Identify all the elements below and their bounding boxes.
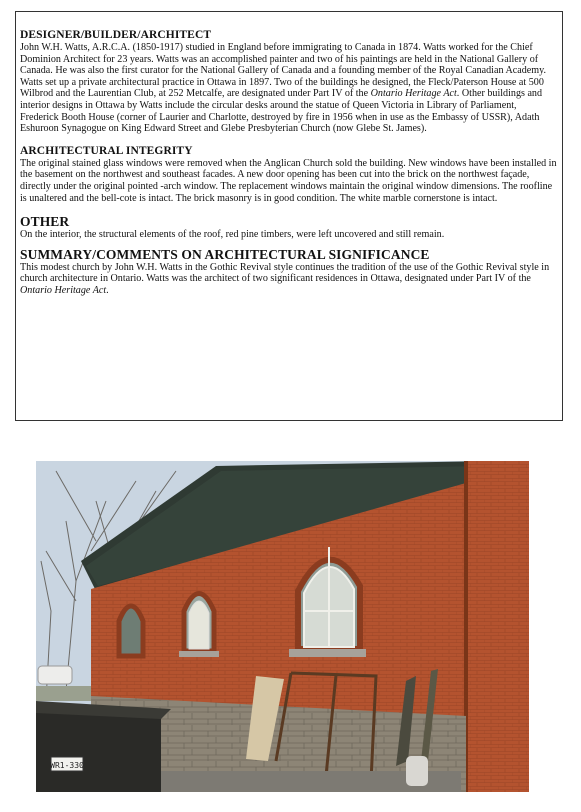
- dumpster: [36, 701, 171, 792]
- document-text-box: [15, 11, 563, 421]
- section-heading-summary: SUMMARY/COMMENTS ON ARCHITECTURAL SIGNIFICANCE: [20, 246, 430, 262]
- section-body-integrity: [20, 158, 557, 204]
- section-body-summary: [20, 262, 557, 297]
- license-plate: WR1-330: [50, 761, 84, 770]
- gas-canister: [406, 756, 428, 786]
- section-body-designer: [20, 42, 557, 135]
- church-photo-illustration: [36, 461, 529, 792]
- body-text-run: . Other buildings and interior designs in Ottawa by Watts include the circular desks around the statue of Queen Victoria in Library of Parliament, Frederick Booth House (corner of Laurier and Charlotte, destroyed by fire in 1956 when in use as the Embassy of USSR), Adath Eshuroon Synagogue on King Edward Street and Glebe Presbyterian Church (now Glebe St. James).: [20, 88, 543, 135]
- body-text-run: .: [106, 284, 109, 296]
- church-photo: [36, 461, 529, 792]
- section-body-other: [20, 229, 557, 241]
- parked-car: [38, 666, 72, 684]
- end-wall: [464, 461, 529, 792]
- section-heading-designer: DESIGNER/BUILDER/ARCHITECT: [20, 29, 212, 41]
- body-text-run: This modest church by John W.H. Watts in the Gothic Revival style continues the tradition of the use of the Gothic Revival style in church architecture in Ontario. Watts was the architect of two significant residences in Ottawa, designated under Part IV of the: [20, 261, 550, 285]
- body-text-run: On the interior, the structural elements of the roof, red pine timbers, were left uncovered and still remain.: [20, 229, 445, 241]
- body-text-run: John W.H. Watts, A.R.C.A. (1850-1917) studied in England before immigrating to Canada in 1874. Watts worked for the Chief Dominion Architect for 23 years. Watts was an accomplished painter and two of his paintings are held in the National Gallery of Canada. He was also the first curator for the National Gallery of Canada and a founding member of the Royal Canadian Academy. Watts set up a private architectural practice in Ottawa in 1897. Two of the buildings he designed, the Fleck/Paterson House at 500 Wilbrod and the Laurentian Club, at 252 Metcalfe, are designated under Part IV of the: [20, 42, 547, 100]
- italic-title: Ontario Heritage Act: [20, 284, 107, 296]
- section-heading-other: OTHER: [20, 214, 70, 230]
- italic-title: Ontario Heritage Act: [370, 88, 457, 100]
- body-text-run: The original stained glass windows were removed when the Anglican Church sold the building. New windows have been installed in the basement on the northwest and southeast facades. A new door opening has been cut into the brick on the northwest façade, directly under the original pointed -arch window. The replacement windows maintain the original window dimensions. The roofline is unaltered and the bell-cote is intact. The brick masonry is in good condition. The white marble cornerstone is intact.: [20, 157, 557, 204]
- section-heading-integrity: ARCHITECTURAL INTEGRITY: [20, 144, 193, 157]
